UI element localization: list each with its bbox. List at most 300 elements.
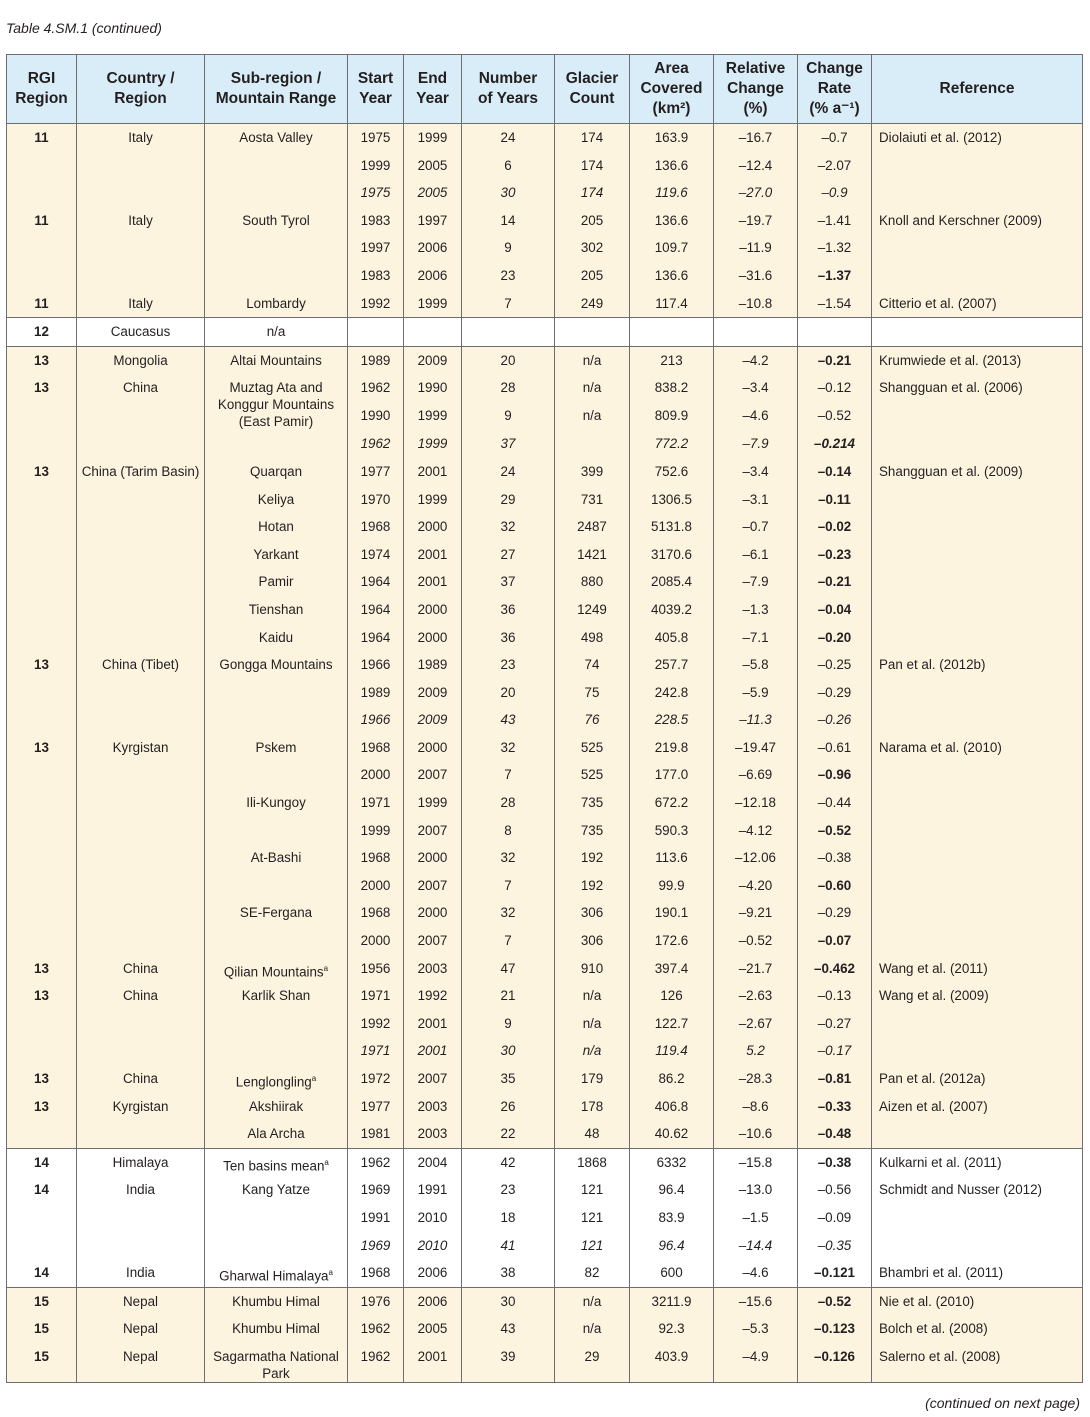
subregion-cell: Gharwal Himalaya$^a$: [205, 1259, 348, 1287]
change-rate-cell: –0.13: [798, 982, 872, 1010]
start-year-cell: 1966: [348, 706, 404, 734]
glacier-count-cell: 735: [555, 817, 630, 845]
country-cell: China: [77, 1065, 205, 1093]
country-cell: [77, 1204, 205, 1232]
rgi-region-cell: 13: [7, 1093, 77, 1121]
number-of-years-cell: 9: [462, 1010, 555, 1038]
number-of-years-cell: 22: [462, 1120, 555, 1148]
country-cell: Caucasus: [77, 318, 205, 347]
end-year-cell: 2000: [404, 513, 462, 541]
header-number-of-years: Number of Years: [462, 55, 555, 124]
end-year-cell: 2000: [404, 899, 462, 927]
relative-change-cell: –2.67: [714, 1010, 798, 1038]
country-cell: Mongolia: [77, 346, 205, 374]
rgi-region-cell: 12: [7, 318, 77, 347]
subregion-cell: Khumbu Himal: [205, 1287, 348, 1315]
start-year-cell: 1999: [348, 817, 404, 845]
start-year-cell: 1964: [348, 568, 404, 596]
table-row: [7, 486, 1083, 514]
glacier-count-cell: 121: [555, 1232, 630, 1260]
start-year-cell: 1991: [348, 1204, 404, 1232]
relative-change-cell: –5.3: [714, 1315, 798, 1343]
number-of-years-cell: 6: [462, 152, 555, 180]
end-year-cell: 2001: [404, 1037, 462, 1065]
rgi-region-cell: [7, 761, 77, 789]
country-cell: [77, 789, 205, 817]
relative-change-cell: –14.4: [714, 1232, 798, 1260]
relative-change-cell: –27.0: [714, 179, 798, 207]
area-cell: 92.3: [630, 1315, 714, 1343]
subregion-cell: Yarkant: [205, 541, 348, 569]
footnote-marker: a: [323, 963, 329, 973]
number-of-years-cell: 37: [462, 430, 555, 458]
change-rate-cell: –0.27: [798, 1010, 872, 1038]
subregion-cell: [205, 706, 348, 734]
subregion-cell: [205, 817, 348, 845]
change-rate-cell: –0.35: [798, 1232, 872, 1260]
subregion-cell: [205, 152, 348, 180]
area-cell: 2085.4: [630, 568, 714, 596]
end-year-cell: 1999: [404, 430, 462, 458]
end-year-cell: 2001: [404, 1010, 462, 1038]
glacier-count-cell: [555, 430, 630, 458]
subregion-cell: Quarqan: [205, 458, 348, 486]
table-row: [7, 955, 1083, 983]
subregion-cell: [205, 1232, 348, 1260]
table-row: [7, 596, 1083, 624]
number-of-years-cell: 7: [462, 927, 555, 955]
country-cell: Italy: [77, 207, 205, 235]
end-year-cell: 2010: [404, 1204, 462, 1232]
table-row: [7, 706, 1083, 734]
rgi-region-cell: [7, 430, 77, 458]
end-year-cell: 2006: [404, 262, 462, 290]
subregion-cell: Qilian Mountains$^a$: [205, 955, 348, 983]
relative-change-cell: –9.21: [714, 899, 798, 927]
rgi-region-cell: 13: [7, 346, 77, 374]
end-year-cell: 1999: [404, 402, 462, 430]
area-cell: 122.7: [630, 1010, 714, 1038]
area-cell: 406.8: [630, 1093, 714, 1121]
country-cell: China: [77, 955, 205, 983]
country-cell: [77, 927, 205, 955]
country-cell: Kyrgistan: [77, 1093, 205, 1121]
rgi-region-cell: [7, 624, 77, 652]
change-rate-cell: –0.121: [798, 1259, 872, 1287]
rgi-region-cell: [7, 1037, 77, 1065]
number-of-years-cell: 27: [462, 541, 555, 569]
change-rate-cell: –0.07: [798, 927, 872, 955]
relative-change-cell: –2.63: [714, 982, 798, 1010]
start-year-cell: 1989: [348, 679, 404, 707]
relative-change-cell: –15.8: [714, 1148, 798, 1176]
reference-cell: [872, 596, 1083, 624]
area-cell: 190.1: [630, 899, 714, 927]
reference-cell: [872, 844, 1083, 872]
relative-change-cell: –19.47: [714, 734, 798, 762]
rgi-region-cell: 13: [7, 374, 77, 402]
end-year-cell: 1999: [404, 486, 462, 514]
change-rate-cell: –0.44: [798, 789, 872, 817]
area-cell: 117.4: [630, 290, 714, 318]
area-cell: 242.8: [630, 679, 714, 707]
start-year-cell: 1968: [348, 844, 404, 872]
change-rate-cell: [798, 318, 872, 347]
subregion-cell: Kaidu: [205, 624, 348, 652]
table-row: [7, 374, 1083, 402]
relative-change-cell: 5.2: [714, 1037, 798, 1065]
relative-change-cell: –21.7: [714, 955, 798, 983]
reference-cell: Narama et al. (2010): [872, 734, 1083, 762]
end-year-cell: 1997: [404, 207, 462, 235]
glacier-count-cell: 1421: [555, 541, 630, 569]
reference-cell: [872, 1204, 1083, 1232]
start-year-cell: 1976: [348, 1287, 404, 1315]
start-year-cell: 1971: [348, 1037, 404, 1065]
end-year-cell: 2007: [404, 927, 462, 955]
subregion-cell: Akshiirak: [205, 1093, 348, 1121]
continued-note: (continued on next page): [925, 1395, 1080, 1411]
rgi-region-cell: 11: [7, 124, 77, 152]
subregion-cell: Ten basins mean$^a$: [205, 1148, 348, 1176]
relative-change-cell: –11.3: [714, 706, 798, 734]
area-cell: 838.2: [630, 374, 714, 402]
country-cell: [77, 679, 205, 707]
area-cell: 752.6: [630, 458, 714, 486]
area-cell: 397.4: [630, 955, 714, 983]
reference-cell: [872, 761, 1083, 789]
number-of-years-cell: 18: [462, 1204, 555, 1232]
country-cell: [77, 513, 205, 541]
end-year-cell: 2001: [404, 568, 462, 596]
header-row: [7, 55, 1083, 124]
country-cell: Nepal: [77, 1343, 205, 1383]
rgi-region-cell: [7, 1204, 77, 1232]
change-rate-cell: –0.38: [798, 1148, 872, 1176]
subregion-cell: Sagarmatha National Park: [205, 1343, 348, 1383]
change-rate-cell: –0.02: [798, 513, 872, 541]
glacier-count-cell: 192: [555, 844, 630, 872]
rgi-region-cell: [7, 541, 77, 569]
subregion-cell: Khumbu Himal: [205, 1315, 348, 1343]
glacier-count-cell: 174: [555, 179, 630, 207]
number-of-years-cell: 23: [462, 1176, 555, 1204]
table-row: [7, 1343, 1083, 1383]
glacier-count-cell: 178: [555, 1093, 630, 1121]
change-rate-cell: –0.81: [798, 1065, 872, 1093]
number-of-years-cell: 30: [462, 1037, 555, 1065]
area-cell: 405.8: [630, 624, 714, 652]
subregion-cell: [205, 262, 348, 290]
rgi-region-cell: [7, 789, 77, 817]
rgi-region-cell: [7, 1232, 77, 1260]
reference-cell: Knoll and Kerschner (2009): [872, 207, 1083, 235]
table-row: [7, 1093, 1083, 1121]
subregion-cell: [205, 179, 348, 207]
start-year-cell: 2000: [348, 872, 404, 900]
end-year-cell: 2010: [404, 1232, 462, 1260]
area-cell: 136.6: [630, 207, 714, 235]
rgi-region-cell: [7, 179, 77, 207]
glacier-count-cell: 82: [555, 1259, 630, 1287]
reference-cell: [872, 486, 1083, 514]
end-year-cell: 2003: [404, 1093, 462, 1121]
glacier-count-cell: 29: [555, 1343, 630, 1383]
relative-change-cell: –1.3: [714, 596, 798, 624]
relative-change-cell: –0.7: [714, 513, 798, 541]
header-area-covered: Area Covered (km²): [630, 55, 714, 124]
area-cell: 136.6: [630, 262, 714, 290]
glacier-count-cell: 2487: [555, 513, 630, 541]
relative-change-cell: –3.4: [714, 458, 798, 486]
number-of-years-cell: 32: [462, 513, 555, 541]
glacier-count-cell: n/a: [555, 1037, 630, 1065]
change-rate-cell: –0.23: [798, 541, 872, 569]
rgi-region-cell: 11: [7, 290, 77, 318]
header-change-rate: Change Rate (% a⁻¹): [798, 55, 872, 124]
number-of-years-cell: 30: [462, 1287, 555, 1315]
reference-cell: [872, 1010, 1083, 1038]
reference-cell: [872, 568, 1083, 596]
country-cell: [77, 179, 205, 207]
relative-change-cell: –3.4: [714, 374, 798, 402]
country-cell: China (Tibet): [77, 651, 205, 679]
glacier-count-cell: 74: [555, 651, 630, 679]
start-year-cell: 1962: [348, 1315, 404, 1343]
change-rate-cell: –0.123: [798, 1315, 872, 1343]
relative-change-cell: –5.8: [714, 651, 798, 679]
subregion-cell: Aosta Valley: [205, 124, 348, 152]
glacier-count-cell: 121: [555, 1176, 630, 1204]
country-cell: Himalaya: [77, 1148, 205, 1176]
relative-change-cell: –12.06: [714, 844, 798, 872]
country-cell: [77, 402, 205, 430]
start-year-cell: 2000: [348, 927, 404, 955]
glacier-count-cell: n/a: [555, 1287, 630, 1315]
glacier-count-cell: [555, 318, 630, 347]
change-rate-cell: –0.14: [798, 458, 872, 486]
change-rate-cell: –1.41: [798, 207, 872, 235]
number-of-years-cell: [462, 318, 555, 347]
area-cell: 257.7: [630, 651, 714, 679]
country-cell: Kyrgistan: [77, 734, 205, 762]
country-cell: [77, 430, 205, 458]
start-year-cell: 1975: [348, 124, 404, 152]
change-rate-cell: –0.17: [798, 1037, 872, 1065]
reference-cell: [872, 318, 1083, 347]
rgi-region-cell: [7, 899, 77, 927]
area-cell: 172.6: [630, 927, 714, 955]
reference-cell: Pan et al. (2012a): [872, 1065, 1083, 1093]
subregion-cell: Tienshan: [205, 596, 348, 624]
end-year-cell: 2009: [404, 679, 462, 707]
end-year-cell: 2005: [404, 152, 462, 180]
end-year-cell: 2001: [404, 1343, 462, 1383]
table-row: [7, 262, 1083, 290]
rgi-region-cell: 13: [7, 955, 77, 983]
glacier-count-cell: 525: [555, 761, 630, 789]
start-year-cell: 1968: [348, 1259, 404, 1287]
number-of-years-cell: 23: [462, 262, 555, 290]
area-cell: 99.9: [630, 872, 714, 900]
subregion-cell: [205, 872, 348, 900]
glacier-count-cell: n/a: [555, 982, 630, 1010]
subregion-cell: Pskem: [205, 734, 348, 762]
relative-change-cell: –28.3: [714, 1065, 798, 1093]
start-year-cell: 1983: [348, 207, 404, 235]
number-of-years-cell: 38: [462, 1259, 555, 1287]
number-of-years-cell: 24: [462, 458, 555, 486]
glacier-count-cell: 48: [555, 1120, 630, 1148]
rgi-region-cell: [7, 262, 77, 290]
reference-cell: [872, 1232, 1083, 1260]
end-year-cell: 1992: [404, 982, 462, 1010]
area-cell: 403.9: [630, 1343, 714, 1383]
table-row: [7, 1204, 1083, 1232]
area-cell: 5131.8: [630, 513, 714, 541]
change-rate-cell: –0.04: [798, 596, 872, 624]
reference-cell: [872, 234, 1083, 262]
reference-cell: Bhambri et al. (2011): [872, 1259, 1083, 1287]
start-year-cell: 2000: [348, 761, 404, 789]
number-of-years-cell: 37: [462, 568, 555, 596]
start-year-cell: 1977: [348, 458, 404, 486]
header-end-year: End Year: [404, 55, 462, 124]
end-year-cell: 2007: [404, 817, 462, 845]
start-year-cell: 1962: [348, 1343, 404, 1383]
country-cell: [77, 596, 205, 624]
change-rate-cell: –2.07: [798, 152, 872, 180]
area-cell: 672.2: [630, 789, 714, 817]
area-cell: 163.9: [630, 124, 714, 152]
subregion-cell: Lombardy: [205, 290, 348, 318]
end-year-cell: 2006: [404, 1259, 462, 1287]
end-year-cell: 2005: [404, 1315, 462, 1343]
change-rate-cell: –0.60: [798, 872, 872, 900]
glacier-count-cell: n/a: [555, 1315, 630, 1343]
change-rate-cell: –0.52: [798, 402, 872, 430]
rgi-region-cell: [7, 872, 77, 900]
area-cell: 3211.9: [630, 1287, 714, 1315]
end-year-cell: 2000: [404, 844, 462, 872]
country-cell: [77, 1010, 205, 1038]
table-row: [7, 651, 1083, 679]
country-cell: China: [77, 374, 205, 402]
rgi-region-cell: 14: [7, 1259, 77, 1287]
relative-change-cell: –7.1: [714, 624, 798, 652]
reference-cell: Salerno et al. (2008): [872, 1343, 1083, 1383]
glacier-count-cell: n/a: [555, 346, 630, 374]
rgi-region-cell: 14: [7, 1148, 77, 1176]
subregion-cell: n/a: [205, 318, 348, 347]
change-rate-cell: –0.29: [798, 899, 872, 927]
glacier-count-cell: 525: [555, 734, 630, 762]
area-cell: 4039.2: [630, 596, 714, 624]
footnote-marker: a: [311, 1074, 317, 1083]
reference-cell: Wang et al. (2011): [872, 955, 1083, 983]
rgi-region-cell: 13: [7, 982, 77, 1010]
number-of-years-cell: 29: [462, 486, 555, 514]
number-of-years-cell: 24: [462, 124, 555, 152]
rgi-region-cell: [7, 817, 77, 845]
relative-change-cell: –7.9: [714, 430, 798, 458]
change-rate-cell: –1.32: [798, 234, 872, 262]
number-of-years-cell: 32: [462, 844, 555, 872]
country-cell: [77, 486, 205, 514]
relative-change-cell: –19.7: [714, 207, 798, 235]
end-year-cell: 1999: [404, 290, 462, 318]
table-row: [7, 234, 1083, 262]
glacier-count-cell: 880: [555, 568, 630, 596]
area-cell: 96.4: [630, 1176, 714, 1204]
change-rate-cell: –0.9: [798, 179, 872, 207]
table-row: [7, 734, 1083, 762]
end-year-cell: 2007: [404, 761, 462, 789]
country-cell: Italy: [77, 124, 205, 152]
area-cell: 86.2: [630, 1065, 714, 1093]
area-cell: 177.0: [630, 761, 714, 789]
number-of-years-cell: 23: [462, 651, 555, 679]
reference-cell: [872, 927, 1083, 955]
reference-cell: [872, 430, 1083, 458]
table-row: [7, 927, 1083, 955]
change-rate-cell: –0.25: [798, 651, 872, 679]
subregion-cell: Lenglongling$^a$: [205, 1065, 348, 1093]
number-of-years-cell: 20: [462, 679, 555, 707]
glacier-count-cell: 302: [555, 234, 630, 262]
relative-change-cell: –6.69: [714, 761, 798, 789]
header-country-region: Country / Region: [77, 55, 205, 124]
glacier-count-cell: n/a: [555, 1010, 630, 1038]
start-year-cell: 1968: [348, 899, 404, 927]
glacier-count-cell: 75: [555, 679, 630, 707]
table-row: [7, 789, 1083, 817]
start-year-cell: [348, 318, 404, 347]
country-cell: [77, 761, 205, 789]
start-year-cell: 1968: [348, 513, 404, 541]
subregion-cell: Altai Mountains: [205, 346, 348, 374]
table-row: [7, 513, 1083, 541]
reference-cell: [872, 1120, 1083, 1148]
footnote-marker: a: [324, 1157, 329, 1167]
change-rate-cell: –0.52: [798, 1287, 872, 1315]
country-cell: [77, 541, 205, 569]
table-row: [7, 817, 1083, 845]
reference-cell: [872, 872, 1083, 900]
country-cell: Nepal: [77, 1287, 205, 1315]
end-year-cell: 2004: [404, 1148, 462, 1176]
number-of-years-cell: 42: [462, 1148, 555, 1176]
country-cell: [77, 568, 205, 596]
reference-cell: [872, 152, 1083, 180]
reference-cell: Shangguan et al. (2006): [872, 374, 1083, 402]
change-rate-cell: –0.52: [798, 817, 872, 845]
reference-cell: Aizen et al. (2007): [872, 1093, 1083, 1121]
area-cell: 772.2: [630, 430, 714, 458]
rgi-region-cell: [7, 152, 77, 180]
end-year-cell: 2006: [404, 234, 462, 262]
glacier-count-cell: 498: [555, 624, 630, 652]
reference-cell: Wang et al. (2009): [872, 982, 1083, 1010]
footnote-marker: a: [328, 1268, 333, 1278]
start-year-cell: 1989: [348, 346, 404, 374]
number-of-years-cell: 14: [462, 207, 555, 235]
area-cell: 228.5: [630, 706, 714, 734]
reference-cell: Krumwiede et al. (2013): [872, 346, 1083, 374]
start-year-cell: 1972: [348, 1065, 404, 1093]
glacier-count-cell: 174: [555, 124, 630, 152]
relative-change-cell: –13.0: [714, 1176, 798, 1204]
